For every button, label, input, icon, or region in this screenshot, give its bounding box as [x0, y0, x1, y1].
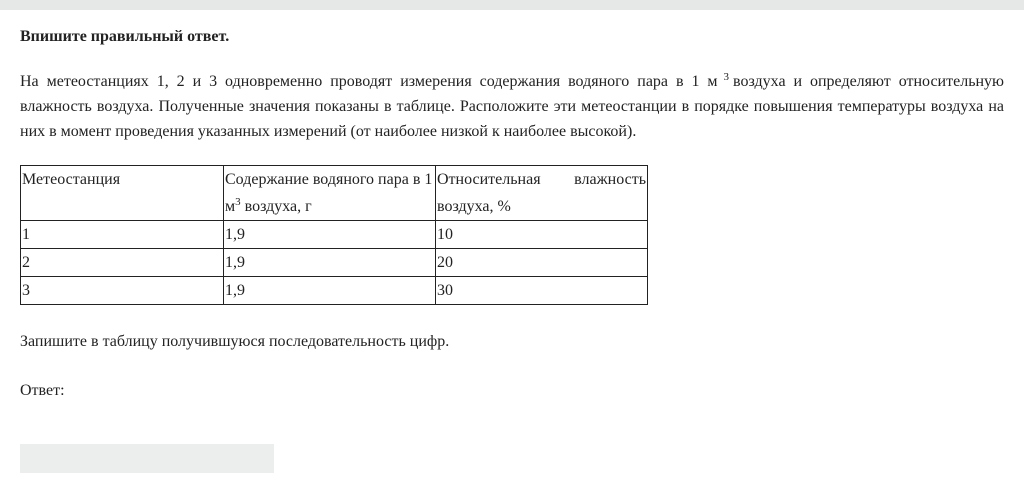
measurements-table [20, 165, 648, 305]
header-humidity: Относительная влажность воздуха, % [436, 166, 648, 221]
cell-vapor: 1,9 [224, 221, 436, 249]
header-vapor-part1: Содержание водяного пара в 1 м [225, 171, 433, 215]
header-vapor-superscript: 3 [235, 196, 241, 208]
answer-input[interactable] [20, 444, 274, 473]
cell-station: 3 [21, 277, 224, 305]
instruction-text: Запишите в таблицу получившуюся последовательность цифр. [20, 333, 450, 350]
cell-humidity: 10 [436, 221, 648, 249]
task-text-part2: воздуха и определяют относительную влажность воздуха. Полученные значения показаны в таблице. Расположите эти метеостанции в порядке повышения температуры воздуха на них в момент проведения указанных измерений (от наиболее низкой к наиболее высокой). [20, 73, 1005, 140]
cell-humidity: 30 [436, 277, 648, 305]
table-header-row [21, 166, 648, 221]
cell-station: 2 [21, 249, 224, 277]
cell-station: 1 [21, 221, 224, 249]
table-row [21, 277, 648, 305]
answer-label: Ответ: [20, 382, 65, 399]
task-text-superscript: 3 [723, 71, 730, 83]
header-vapor [224, 166, 436, 221]
table-row [21, 221, 648, 249]
task-description [20, 69, 1004, 144]
task-text-part1: На метеостанциях 1, 2 и 3 одновременно проводят измерения содержания водяного пара в 1 м [20, 73, 718, 90]
table-row [21, 249, 648, 277]
task-heading: Впишите правильный ответ. [20, 28, 230, 45]
task-content [20, 27, 1004, 403]
cell-vapor: 1,9 [224, 249, 436, 277]
top-bar [0, 0, 1024, 10]
header-vapor-part2: воздуха, г [240, 198, 312, 215]
cell-humidity: 20 [436, 249, 648, 277]
cell-vapor: 1,9 [224, 277, 436, 305]
header-station: Метеостанция [21, 166, 224, 221]
